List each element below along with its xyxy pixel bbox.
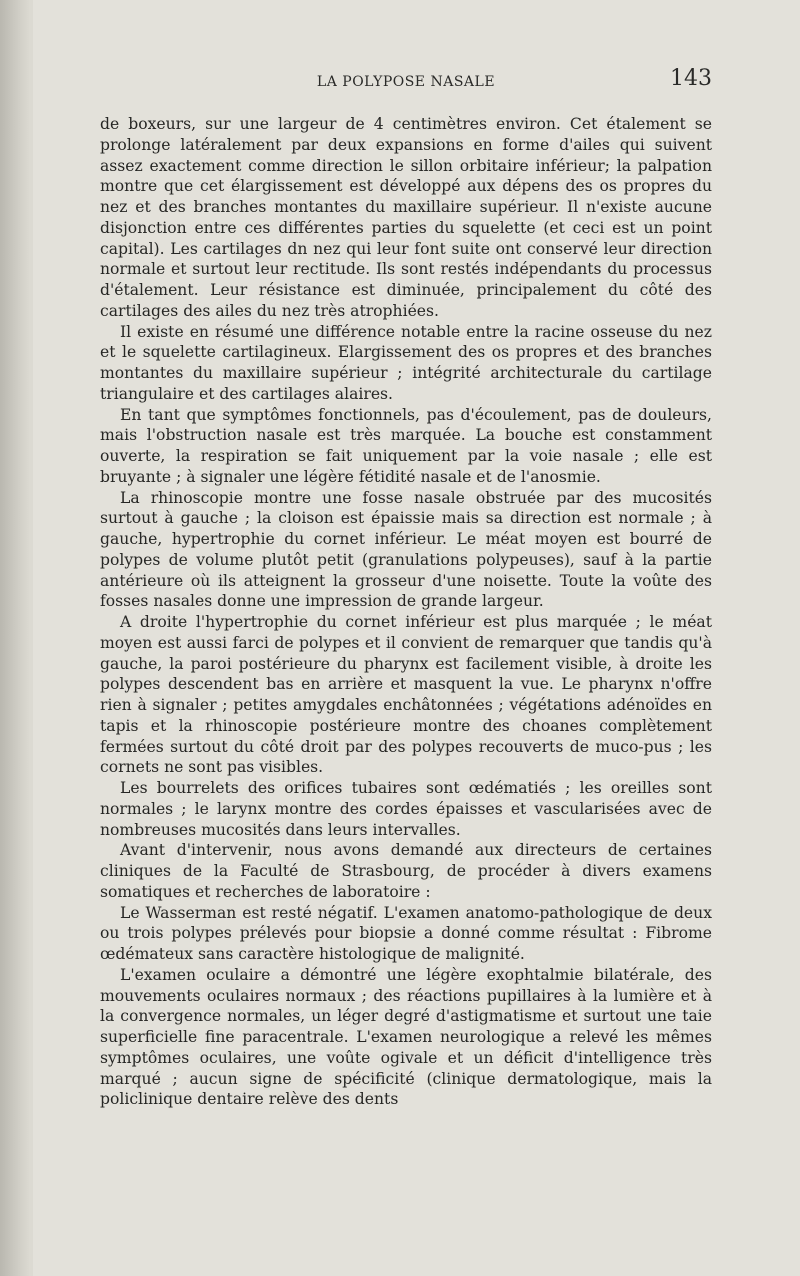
paragraph: Le Wasserman est resté négatif. L'examen anatomo-pathologique de deux ou trois polypes prélevés pour biopsie a donné comme résultat : Fibrome œdémateux sans caractère histologique de malignité. (100, 903, 712, 963)
paragraph: L'examen oculaire a démontré une légère exophtalmie bilatérale, des mouvements oculaires normaux ; des réactions pupillaires à la lumière et à la convergence normales, un léger degré d'astigmatisme et surtout une taie superficielle fine paracentrale. L'examen neurologique a relevé les mêmes symptômes oculaires, une voûte ogivale et un déficit d'intelligence très marqué ; aucun signe de spécificité (clinique dermatologique, mais la policlinique dentaire relève des dents (100, 965, 712, 1109)
paragraph: Il existe en résumé une différence notable entre la racine osseuse du nez et le squelette cartilagineux. Elargissement des os propres et des branches montantes du maxillaire supérieur ; intégrité architecturale du cartilage triangulaire et des cartilages alaires. (100, 322, 712, 403)
running-title: LA POLYPOSE NASALE (316, 74, 496, 90)
paragraph: La rhinoscopie montre une fosse nasale obstruée par des mucosités surtout à gauche ; la cloison est épaissie mais sa direction est normale ; à gauche, hypertrophie du cornet inférieur. Le méat moyen est bourré de polypes de volume plutôt petit (granulations polypeuses), sauf à la partie antérieure où ils atteignent la grosseur d'une noisette. Toute la voûte des fosses nasales donne une impression de grande largeur. (100, 488, 712, 611)
paragraph: En tant que symptômes fonctionnels, pas d'écoulement, pas de douleurs, mais l'obstruction nasale est très marquée. La bouche est constamment ouverte, la respiration se fait uniquement par la voie nasale ; elle est bruyante ; à signaler une légère fétidité nasale et de l'anosmie. (100, 405, 712, 486)
paragraph: Les bourrelets des orifices tubaires sont œdématiés ; les oreilles sont normales ; le larynx montre des cordes épaisses et vascularisées avec de nombreuses mucosités dans leurs intervalles. (100, 779, 712, 839)
scan-margin (0, 0, 30, 1276)
body-text (100, 114, 712, 1110)
paragraph: A droite l'hypertrophie du cornet inférieur est plus marquée ; le méat moyen est aussi farci de polypes et il convient de remarquer que tandis qu'à gauche, la paroi postérieure du pharynx est facilement visible, à droite les polypes descendent bas en arrière et masquent la vue. Le pharynx n'offre rien à signaler ; petites amygdales enchâtonnées ; végétations adénoïdes en tapis et la rhinoscopie postérieure montre des choanes complètement fermées surtout du côté droit par des polypes recouverts de muco-pus ; les cornets ne sont pas visibles. (100, 613, 712, 777)
page-header (100, 64, 712, 94)
paragraph: Avant d'intervenir, nous avons demandé aux directeurs de certaines cliniques de la Faculté de Strasbourg, de procéder à divers examens somatiques et recherches de laboratoire : (100, 841, 712, 901)
paragraph: de boxeurs, sur une largeur de 4 centimètres environ. Cet étalement se prolonge latéralement par deux expansions en forme d'ailes qui suivent assez exactement comme direction le sillon orbitaire inférieur; la palpation montre que cet élargissement est développé aux dépens des os propres du nez et des branches montantes du maxillaire supérieur. Il n'existe aucune disjonction entre ces différentes parties du squelette (et ceci est un point capital). Les cartilages dn nez qui leur font suite ont conservé leur direction normale et surtout leur rectitude. Ils sont restés indépendants du processus d'étalement. Leur résistance est diminuée, principalement du côté des cartilages des ailes du nez très atrophiées. (100, 115, 712, 320)
page-number: 143 (670, 66, 712, 91)
